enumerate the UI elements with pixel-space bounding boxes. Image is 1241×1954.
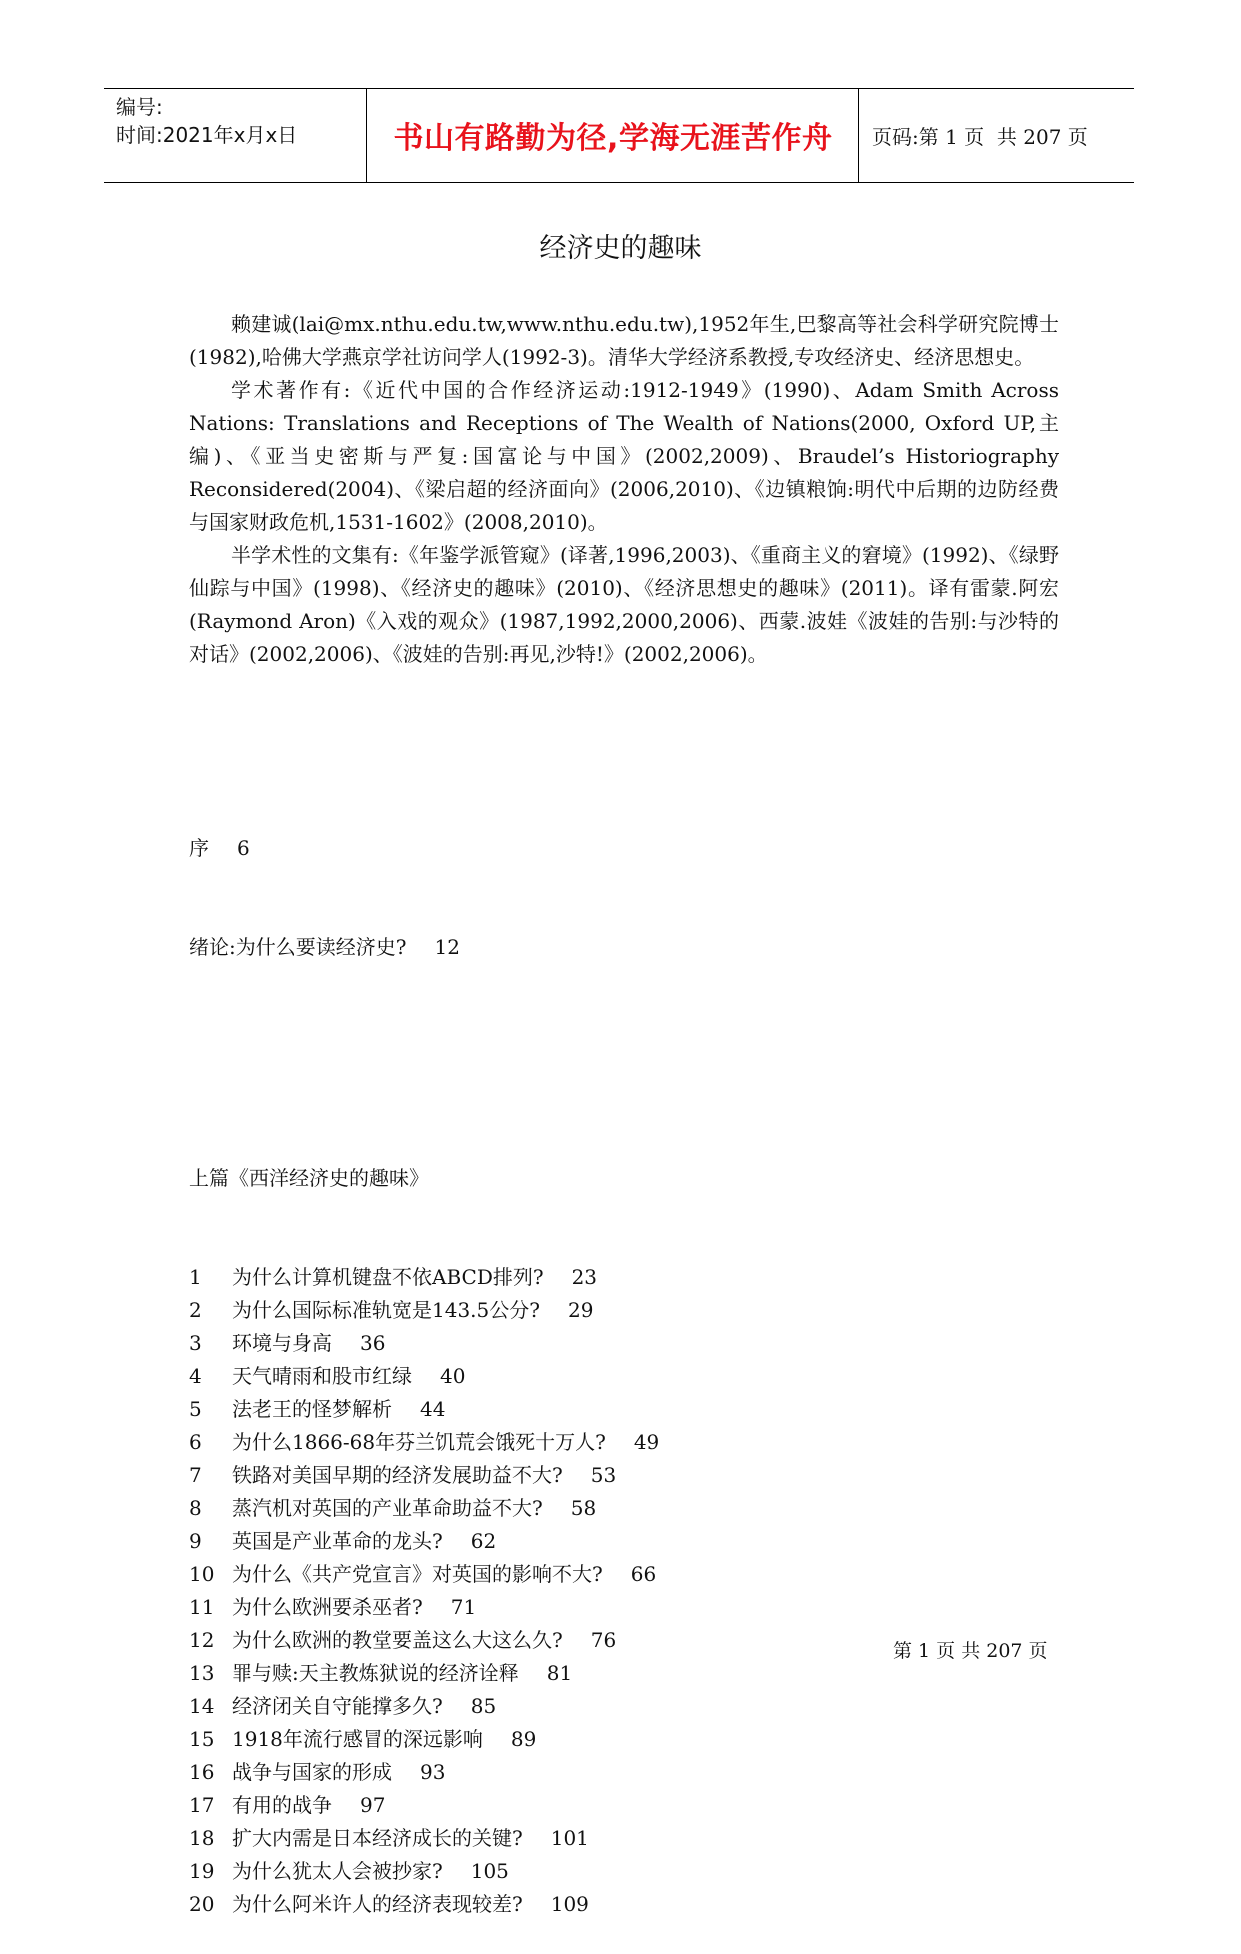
toc-chapter-entry [189, 1525, 659, 1558]
toc-chapter-entry [189, 1294, 659, 1327]
toc-chapter-number: 7 [189, 1463, 202, 1487]
intro-paragraph: 赖建诚(lai@mx.nthu.edu.tw,www.nthu.edu.tw),1952年生,巴黎高等社会科学研究院博士(1982),哈佛大学燕京学社访问学人(1992-3)。清华大学经济系教授,专攻经济史、经济思想史。 [189, 312, 1059, 369]
toc-chapter-title: 扩大内需是日本经济成长的关键? [232, 1826, 523, 1850]
page-footer: 第 1 页 共 207 页 [893, 1640, 1048, 1662]
toc-chapter-title: 罪与赎:天主教炼狱说的经济诠释 [232, 1661, 519, 1685]
toc-chapter-title: 经济闭关自守能撑多久? [232, 1694, 443, 1718]
toc-chapter-title: 环境与身高 [232, 1331, 332, 1355]
toc-chapter-page: 40 [440, 1364, 466, 1388]
toc-preface-entry [189, 931, 659, 964]
toc-chapter-entry [189, 1624, 659, 1657]
intro-paragraph: 学术著作有:《近代中国的合作经济运动:1912-1949》(1990)、Adam Smith Across Nations: Translations and Receptions of The Wealth of Nations(2000, Oxford UP,主编)、《亚当史密斯与严复:国富论与中国》(2002,2009)、Braudel’s Historiography Reconsidered(2004)、《梁启超的经济面向》(2006,2010)、《边镇粮饷:明代中后期的边防经费与国家财政危机,1531-1602》(2008,2010)。 [189, 378, 1059, 534]
toc-chapter-page: 93 [420, 1760, 446, 1784]
toc-chapter-page: 23 [571, 1265, 598, 1289]
toc-chapter-page: 53 [590, 1463, 617, 1487]
header-page-info: 页码:第 1 页 共 207 页 [872, 124, 1088, 149]
toc-chapter-number: 6 [189, 1430, 202, 1454]
toc-chapter-entry [189, 1492, 659, 1525]
toc-chapter-number: 13 [189, 1661, 215, 1685]
toc-chapter-title: 法老王的怪梦解析 [232, 1397, 392, 1421]
time-label: 时间:2021年x月x日 [116, 123, 298, 147]
toc-spacer [189, 1030, 659, 1096]
header-divider [858, 89, 859, 182]
toc-chapter-entry [189, 1855, 659, 1888]
toc-chapter-entry [189, 1459, 659, 1492]
toc-chapter-entry [189, 1327, 659, 1360]
document-title: 经济史的趣味 [539, 233, 702, 264]
toc-chapter-page: 109 [550, 1892, 589, 1916]
toc-chapter-page: 66 [630, 1562, 657, 1586]
toc-chapter-number: 8 [189, 1496, 202, 1520]
toc-chapter-title: 英国是产业革命的龙头? [232, 1529, 443, 1553]
table-of-contents [189, 766, 659, 1954]
page-header [104, 88, 1134, 183]
header-meta [116, 93, 297, 149]
toc-chapter-entry [189, 1591, 659, 1624]
toc-chapter-page: 89 [510, 1727, 537, 1751]
toc-chapter-number: 10 [189, 1562, 215, 1586]
toc-chapter-page: 71 [450, 1595, 477, 1619]
toc-chapter-page: 85 [470, 1694, 497, 1718]
toc-chapter-entry [189, 1657, 659, 1690]
toc-entry-page: 12 [434, 935, 460, 959]
toc-chapter-page: 58 [570, 1496, 597, 1520]
toc-chapter-title: 有用的战争 [232, 1793, 332, 1817]
toc-chapter-page: 81 [546, 1661, 573, 1685]
toc-chapter-title: 为什么计算机键盘不依ABCD排列? [232, 1265, 544, 1289]
toc-chapter-entry [189, 1888, 659, 1921]
toc-chapter-number: 5 [189, 1397, 202, 1421]
toc-chapter-number: 15 [189, 1727, 215, 1751]
toc-chapter-number: 17 [189, 1793, 215, 1817]
toc-entry-title: 序 [189, 836, 209, 860]
toc-chapter-entry [189, 1690, 659, 1723]
toc-chapter-page: 97 [360, 1793, 386, 1817]
toc-chapter-entry [189, 1756, 659, 1789]
toc-entry-title: 绪论:为什么要读经济史? [189, 935, 407, 959]
toc-chapter-page: 101 [550, 1826, 589, 1850]
toc-chapter-page: 29 [567, 1298, 594, 1322]
toc-chapter-number: 3 [189, 1331, 202, 1355]
toc-chapter-title: 为什么犹太人会被抄家? [232, 1859, 443, 1883]
toc-chapter-page: 44 [420, 1397, 446, 1421]
toc-preface-entry [189, 832, 659, 865]
toc-chapter-entry [189, 1822, 659, 1855]
toc-chapter-entry [189, 1261, 659, 1294]
serial-label: 编号: [116, 95, 163, 119]
toc-chapter-number: 11 [189, 1595, 215, 1619]
toc-chapter-title: 天气晴雨和股市红绿 [232, 1364, 412, 1388]
toc-chapter-title: 蒸汽机对英国的产业革命助益不大? [232, 1496, 543, 1520]
toc-chapter-title: 为什么1866-68年芬兰饥荒会饿死十万人? [232, 1430, 606, 1454]
toc-chapter-title: 为什么欧洲要杀巫者? [232, 1595, 423, 1619]
intro-paragraph: 半学术性的文集有:《年鉴学派管窥》(译著,1996,2003)、《重商主义的窘境》(1992)、《绿野仙踪与中国》(1998)、《经济史的趣味》(2010)、《经济思想史的趣味》(2011)。译有雷蒙.阿宏(Raymond Aron)《入戏的观众》(1987,1992,2000,2006)、西蒙.波娃《波娃的告别:与沙特的对话》(2002,2006)、《波娃的告别:再见,沙特!》(2002,2006)。 [189, 543, 1059, 666]
toc-chapter-page: 105 [470, 1859, 509, 1883]
toc-chapter-number: 14 [189, 1694, 215, 1718]
toc-chapter-title: 铁路对美国早期的经济发展助益不大? [232, 1463, 563, 1487]
toc-chapter-title: 为什么阿米许人的经济表现较差? [232, 1892, 523, 1916]
toc-chapter-page: 76 [590, 1628, 617, 1652]
toc-chapter-title: 为什么欧洲的教堂要盖这么大这么久? [232, 1628, 563, 1652]
chapter-list [189, 1261, 659, 1921]
toc-chapter-number: 12 [189, 1628, 215, 1652]
toc-chapter-entry [189, 1426, 659, 1459]
toc-chapter-page: 36 [360, 1331, 386, 1355]
toc-entry-page: 6 [237, 836, 250, 860]
toc-chapter-number: 18 [189, 1826, 215, 1850]
toc-chapter-entry [189, 1789, 659, 1822]
toc-section-title: 上篇《西洋经济史的趣味》 [189, 1166, 429, 1190]
toc-chapter-number: 1 [189, 1265, 202, 1289]
toc-chapter-entry [189, 1558, 659, 1591]
toc-chapter-page: 62 [470, 1529, 497, 1553]
toc-chapter-entry [189, 1723, 659, 1756]
toc-chapter-page: 49 [633, 1430, 660, 1454]
toc-chapter-entry [189, 1360, 659, 1393]
toc-chapter-title: 为什么《共产党宣言》对英国的影响不大? [232, 1562, 603, 1586]
toc-chapter-title: 战争与国家的形成 [232, 1760, 392, 1784]
toc-chapter-number: 16 [189, 1760, 215, 1784]
toc-chapter-number: 9 [189, 1529, 202, 1553]
header-motto: 书山有路勤为径,学海无涯苦作舟 [393, 121, 833, 156]
toc-chapter-number: 4 [189, 1364, 202, 1388]
toc-chapter-entry [189, 1393, 659, 1426]
toc-chapter-number: 2 [189, 1298, 202, 1322]
header-divider [366, 89, 367, 182]
author-intro [189, 308, 1059, 671]
toc-chapter-title: 1918年流行感冒的深远影响 [232, 1727, 483, 1751]
toc-chapter-number: 20 [189, 1892, 215, 1916]
toc-chapter-number: 19 [189, 1859, 215, 1883]
toc-chapter-title: 为什么国际标准轨宽是143.5公分? [232, 1298, 540, 1322]
